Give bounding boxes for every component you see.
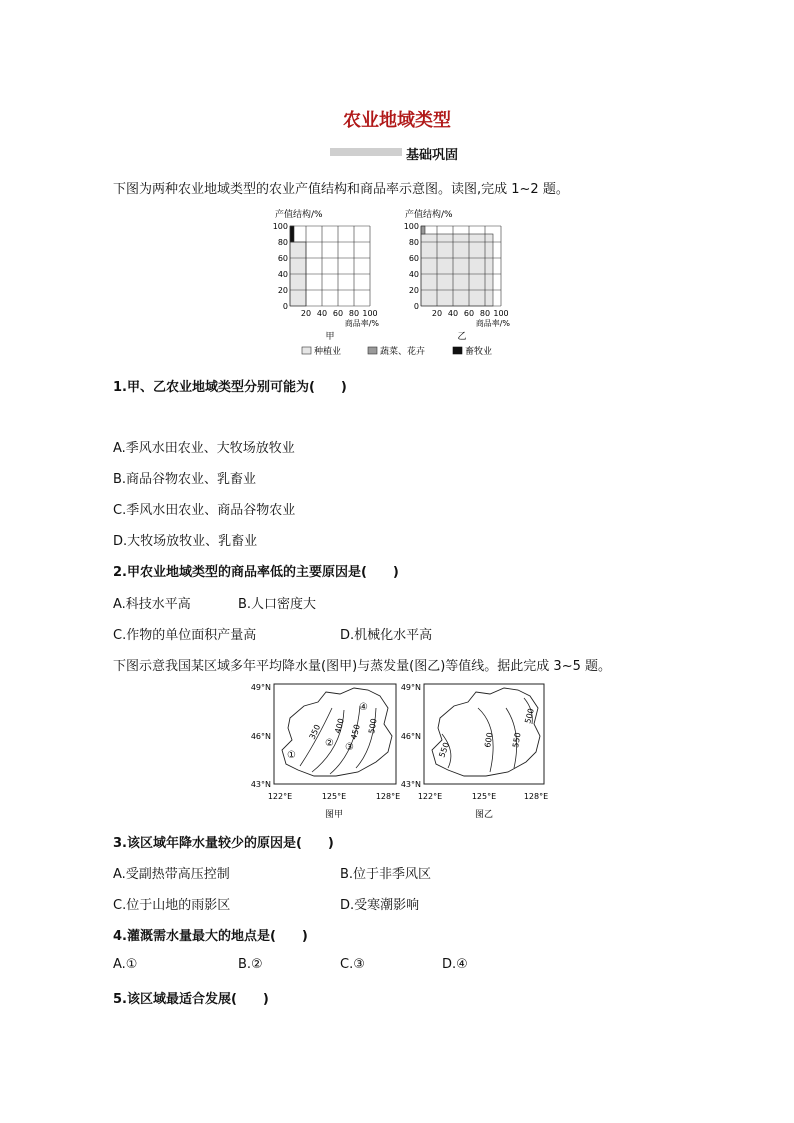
left-lat-43: 43°N xyxy=(250,780,271,789)
point-2: ② xyxy=(325,738,334,749)
q4-option-a: A.① xyxy=(113,957,138,972)
point-1: ① xyxy=(287,750,296,761)
right-chart-name: 乙 xyxy=(457,332,467,342)
left-map-caption: 图甲 xyxy=(324,810,344,820)
legend-livestock: 畜牧业 xyxy=(465,347,493,357)
question-5: 5.该区域最适合发展( ) xyxy=(113,992,269,1007)
q3-option-d: D.受寒潮影响 xyxy=(340,898,420,913)
right-ytick-20: 20 xyxy=(408,286,419,295)
right-xtick-40: 40 xyxy=(447,309,459,318)
left-lon-122: 122°E xyxy=(267,792,293,801)
intro-1: 下图为两种农业地域类型的农业产值结构和商品率示意图。读图,完成 1~2 题。 xyxy=(113,182,569,197)
left-bar-1 xyxy=(290,226,294,242)
left-lat-46: 46°N xyxy=(250,732,271,741)
left-ytick-80: 80 xyxy=(277,238,288,247)
right-bar-1 xyxy=(421,226,425,234)
right-ylabel: 产值结构/% xyxy=(405,210,453,220)
question-3: 3.该区域年降水量较少的原因是( ) xyxy=(113,836,334,851)
figure-2 xyxy=(238,678,558,823)
left-lon-125: 125°E xyxy=(321,792,347,801)
q4-option-b: B.② xyxy=(238,957,263,972)
left-xlabel: 商品率/% xyxy=(344,319,379,328)
left-chart xyxy=(273,222,380,328)
legend-swatch-livestock xyxy=(453,347,462,354)
intro-2: 下图示意我国某区域多年平均降水量(图甲)与蒸发量(图乙)等值线。据此完成 3~5 题。 xyxy=(113,659,611,674)
right-xtick-100: 100 xyxy=(493,309,509,318)
right-lon-128: 128°E xyxy=(523,792,549,801)
left-lon-128: 128°E xyxy=(375,792,401,801)
section-bar xyxy=(330,148,402,156)
left-chart-name: 甲 xyxy=(325,332,335,342)
right-map-caption: 图乙 xyxy=(474,810,494,820)
q3-option-a: A.受副热带高压控制 xyxy=(113,867,230,882)
legend-swatch-crop xyxy=(302,347,311,354)
q2-option-b: B.人口密度大 xyxy=(238,597,317,612)
left-xtick-100: 100 xyxy=(362,309,378,318)
isoline-label-400: 400 xyxy=(333,717,346,735)
q1-option-b: B.商品谷物农业、乳畜业 xyxy=(113,472,257,487)
left-xtick-80: 80 xyxy=(348,309,360,318)
right-lat-49: 49°N xyxy=(400,683,421,692)
right-lon-125: 125°E xyxy=(471,792,497,801)
q4-option-c: C.③ xyxy=(340,957,365,972)
right-lon-122: 122°E xyxy=(417,792,443,801)
right-ytick-40: 40 xyxy=(408,270,419,279)
legend-vegetables: 蔬菜、花卉 xyxy=(380,347,426,357)
question-4: 4.灌溉需水量最大的地点是( ) xyxy=(113,929,308,944)
q1-option-a: A.季风水田农业、大牧场放牧业 xyxy=(113,441,295,456)
left-xtick-60: 60 xyxy=(332,309,344,318)
left-ytick-20: 20 xyxy=(277,286,288,295)
isoline-label-right-500: 500 xyxy=(523,707,536,725)
q2-option-a: A.科技水平高 xyxy=(113,597,191,612)
legend-swatch-vegetables xyxy=(368,347,377,354)
right-xtick-20: 20 xyxy=(431,309,443,318)
isoline-label-right-550-west: 550 xyxy=(437,741,452,759)
isoline-label-right-550-east: 550 xyxy=(511,731,523,749)
right-ytick-60: 60 xyxy=(408,254,419,263)
page-title: 农业地域类型 xyxy=(343,110,451,131)
question-1: 1.甲、乙农业地域类型分别可能为( ) xyxy=(113,380,347,395)
left-ytick-60: 60 xyxy=(277,254,288,263)
right-ytick-100: 100 xyxy=(403,222,419,231)
q3-option-b: B.位于非季风区 xyxy=(340,867,432,882)
left-ylabel: 产值结构/% xyxy=(275,210,323,220)
right-ytick-80: 80 xyxy=(408,238,419,247)
left-ytick-0: 0 xyxy=(282,302,288,311)
right-ytick-0: 0 xyxy=(413,302,419,311)
isoline-label-350: 350 xyxy=(307,723,323,741)
right-lat-46: 46°N xyxy=(400,732,421,741)
left-xtick-40: 40 xyxy=(316,309,328,318)
left-ytick-100: 100 xyxy=(272,222,288,231)
point-3: ③ xyxy=(345,742,354,753)
right-lat-43: 43°N xyxy=(400,780,421,789)
figure-1 xyxy=(270,205,530,360)
right-xtick-80: 80 xyxy=(479,309,491,318)
q3-option-c: C.位于山地的雨影区 xyxy=(113,898,231,913)
q4-option-d: D.④ xyxy=(442,957,468,972)
legend-crop: 种植业 xyxy=(314,347,342,357)
right-xtick-60: 60 xyxy=(463,309,475,318)
right-xlabel: 商品率/% xyxy=(475,319,510,328)
isoline-label-450: 450 xyxy=(349,723,362,741)
q2-option-c: C.作物的单位面积产量高 xyxy=(113,628,257,643)
left-lat-49: 49°N xyxy=(250,683,271,692)
q1-option-c: C.季风水田农业、商品谷物农业 xyxy=(113,503,296,518)
left-ytick-40: 40 xyxy=(277,270,288,279)
right-bar-0 xyxy=(421,234,493,306)
isoline-label-right-600: 600 xyxy=(483,731,495,749)
left-xtick-20: 20 xyxy=(300,309,312,318)
right-chart xyxy=(404,222,511,328)
point-4: ④ xyxy=(359,702,368,713)
question-2: 2.甲农业地域类型的商品率低的主要原因是( ) xyxy=(113,565,399,580)
section-label: 基础巩固 xyxy=(406,148,459,163)
isoline-label-500: 500 xyxy=(367,717,379,735)
q1-option-d: D.大牧场放牧业、乳畜业 xyxy=(113,534,258,549)
q2-option-d: D.机械化水平高 xyxy=(340,628,433,643)
